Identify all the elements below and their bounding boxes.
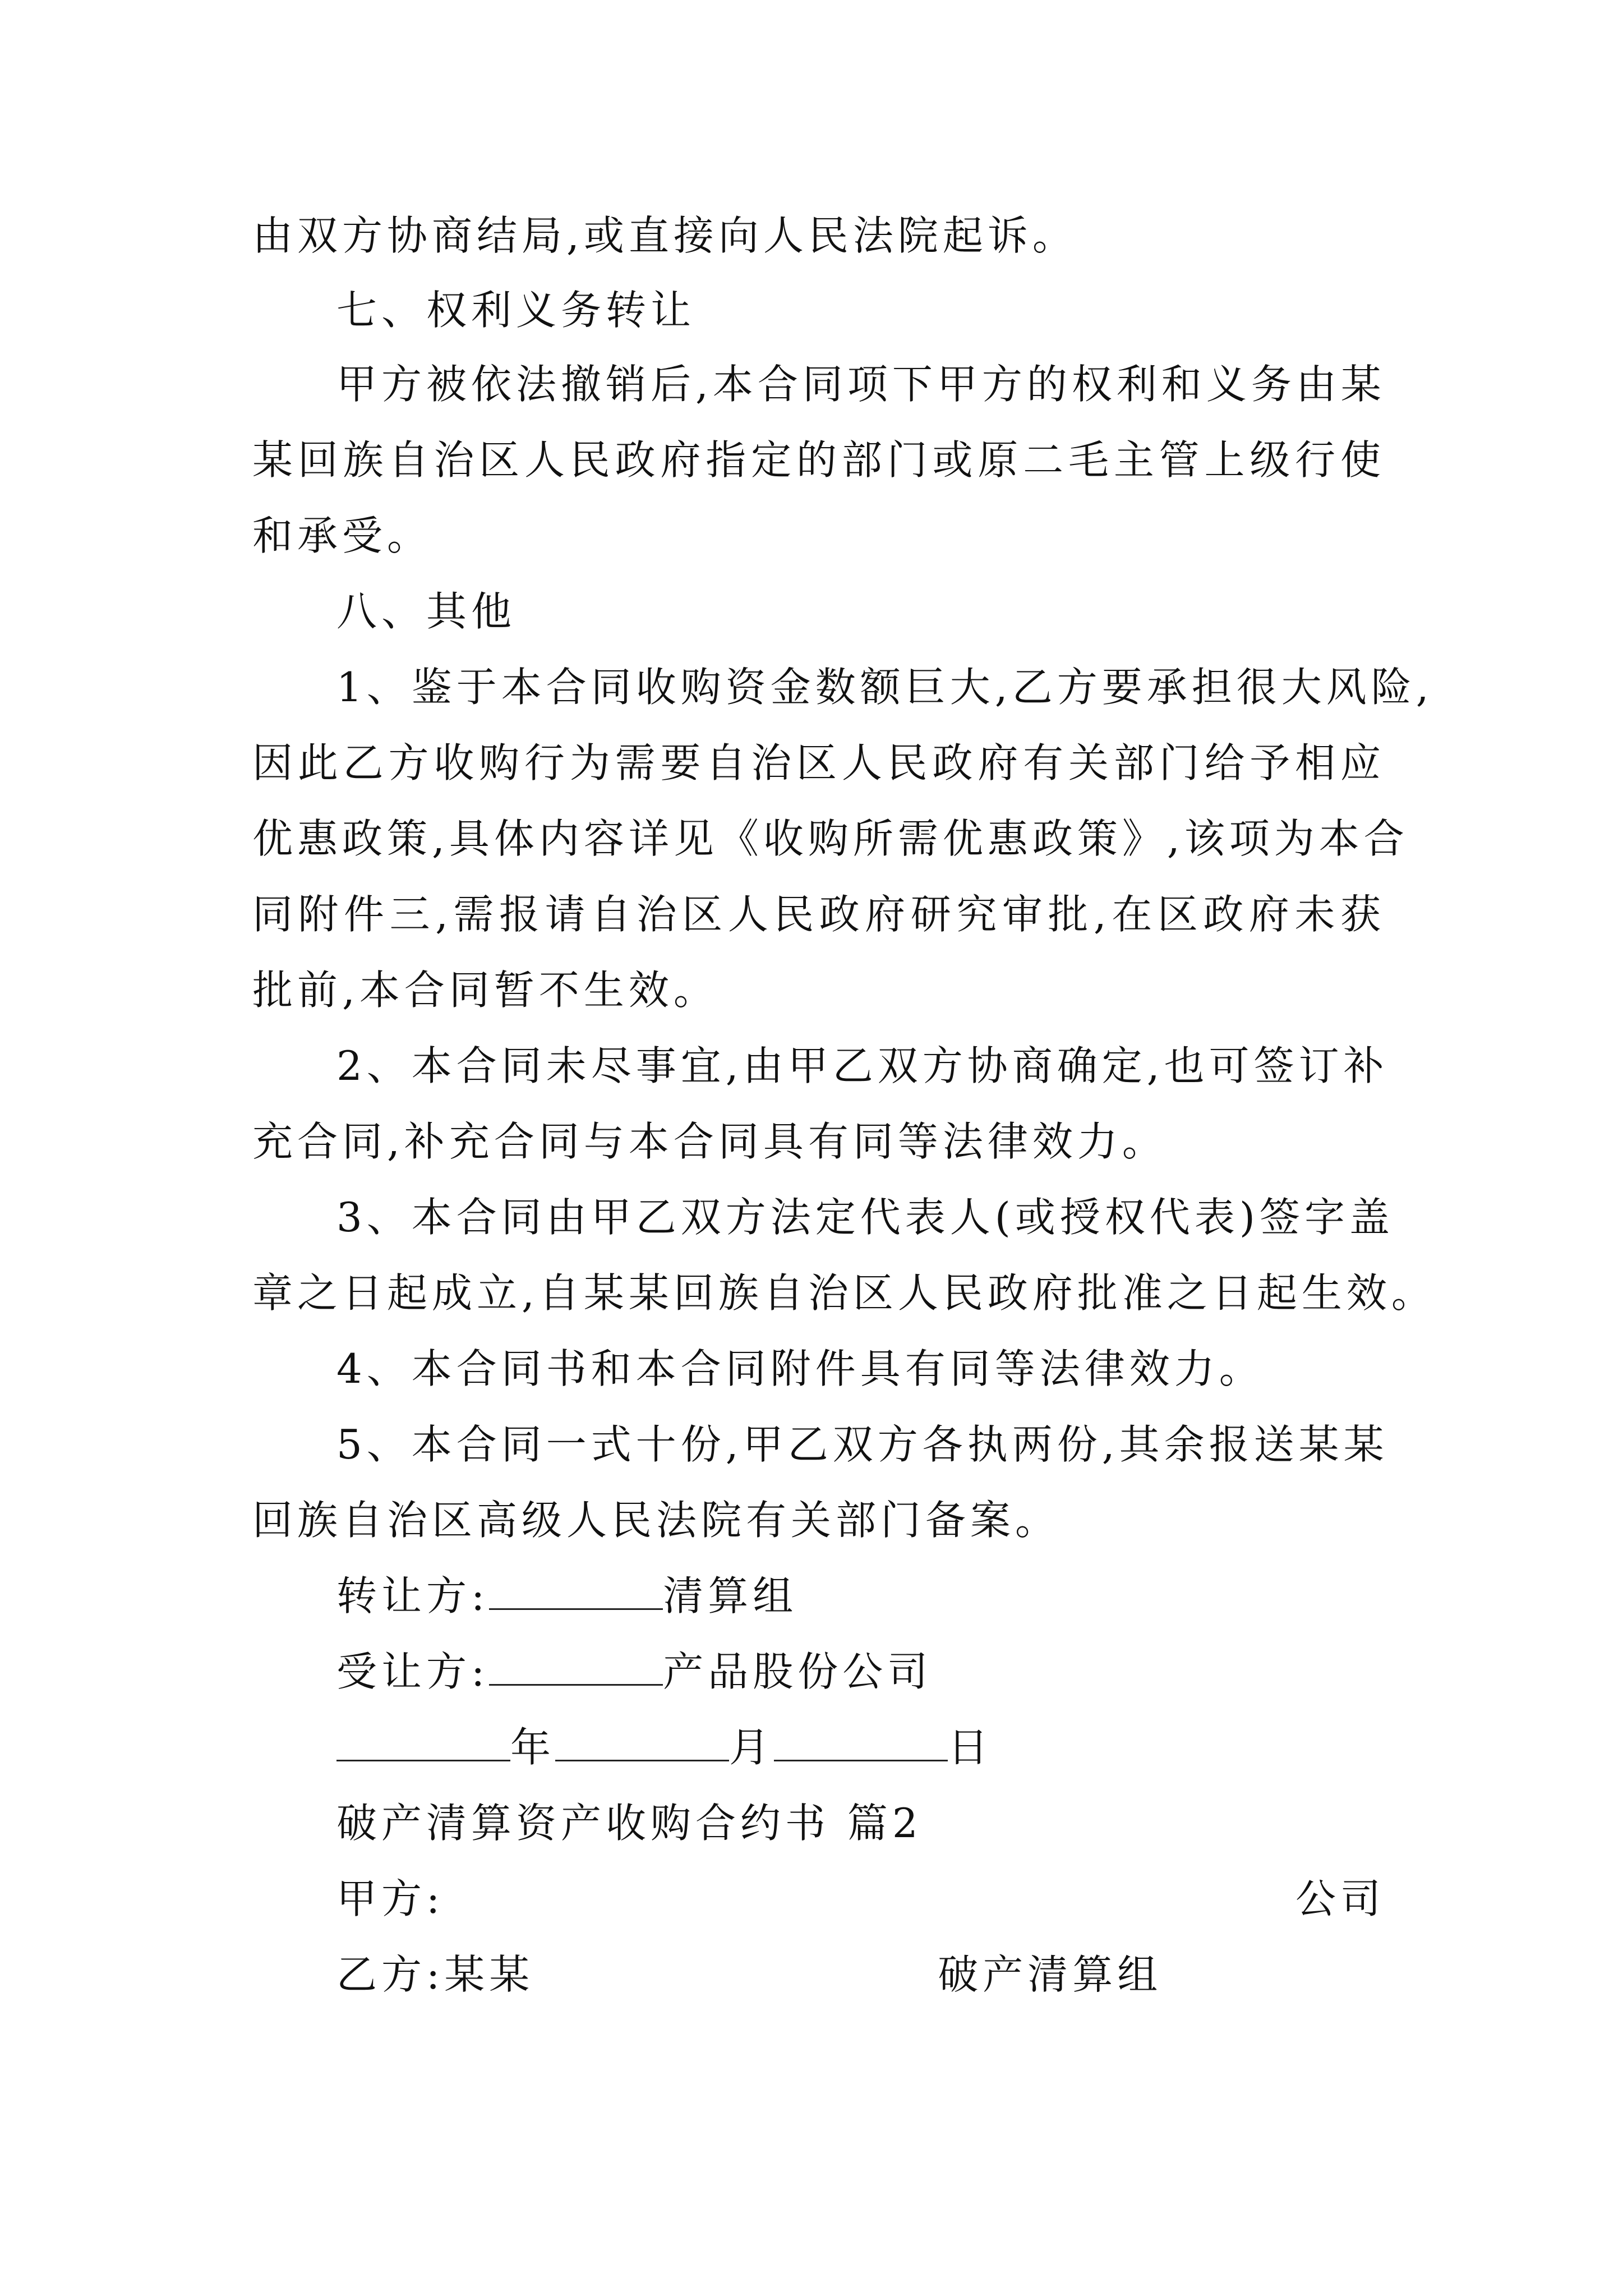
transferor-blank — [489, 1573, 663, 1610]
paragraph-line-17: 5、本合同一式十份,甲乙双方各执两份,其余报送某某 — [336, 1421, 1389, 1468]
month-label: 月 — [729, 1724, 774, 1771]
transferor-signature-line — [336, 1571, 1469, 1621]
paragraph-line-18: 回族自治区高级人民法院有关部门备案。 — [252, 1497, 1061, 1544]
day-label: 日 — [948, 1724, 993, 1771]
party-a-label: 甲方: — [336, 1875, 445, 1922]
year-blank — [336, 1725, 510, 1761]
paragraph-line-9: 优惠政策,具体内容详见《收购所需优惠政策》,该项为本合 — [252, 815, 1409, 862]
paragraph-line-16: 4、本合同书和本合同附件具有同等法律效力。 — [336, 1345, 1264, 1392]
party-a-name: 公司 — [1295, 1875, 1385, 1922]
paragraph-line-14: 3、本合同由甲乙双方法定代表人(或授权代表)签字盖 — [336, 1194, 1394, 1241]
date-line — [336, 1722, 1469, 1773]
paragraph-line-5: 和承受。 — [252, 512, 432, 559]
paragraph-line-10: 同附件三,需报请自治区人民政府研究审批,在区政府未获 — [252, 891, 1385, 938]
transferee-label: 受让方: — [336, 1648, 490, 1695]
paragraph-line-3: 甲方被依法撤销后,本合同项下甲方的权利和义务由某 — [336, 361, 1386, 408]
paragraph-line-15: 章之日起成立,自某某回族自治区人民政府批准之日起生效。 — [252, 1269, 1436, 1317]
section-heading-seven: 七、权利义务转让 — [336, 287, 696, 334]
day-blank — [774, 1725, 948, 1761]
transferor-label: 转让方: — [336, 1572, 490, 1619]
paragraph-line-1: 由双方协商结局,或直接向人民法院起诉。 — [252, 212, 1077, 259]
party-a-line — [336, 1874, 1385, 1924]
transferee-blank — [489, 1649, 663, 1686]
paragraph-line-7: 1、鉴于本合同收购资金数额巨大,乙方要承担很大风险, — [336, 664, 1433, 711]
party-b-label: 乙方:某某 — [336, 1951, 534, 1998]
paragraph-line-8: 因此乙方收购行为需要自治区人民政府有关部门给予相应 — [252, 739, 1385, 786]
next-section-title: 破产清算资产收购合约书 篇2 — [336, 1800, 923, 1847]
paragraph-line-4: 某回族自治区人民政府指定的部门或原二毛主管上级行使 — [252, 436, 1385, 484]
paragraph-line-13: 充合同,补充合同与本合同具有同等法律效力。 — [252, 1118, 1167, 1165]
month-blank — [555, 1725, 729, 1761]
transferor-name: 清算组 — [663, 1572, 798, 1619]
transferee-signature-line — [336, 1646, 1469, 1697]
paragraph-line-12: 2、本合同未尽事宜,由甲乙双方协商确定,也可签订补 — [336, 1042, 1389, 1089]
party-b-line — [336, 1949, 1385, 2000]
year-label: 年 — [510, 1724, 556, 1771]
section-heading-eight: 八、其他 — [336, 588, 517, 635]
transferee-name: 产品股份公司 — [663, 1648, 933, 1695]
paragraph-line-11: 批前,本合同暂不生效。 — [252, 967, 718, 1014]
party-b-name: 破产清算组 — [938, 1951, 1163, 1998]
